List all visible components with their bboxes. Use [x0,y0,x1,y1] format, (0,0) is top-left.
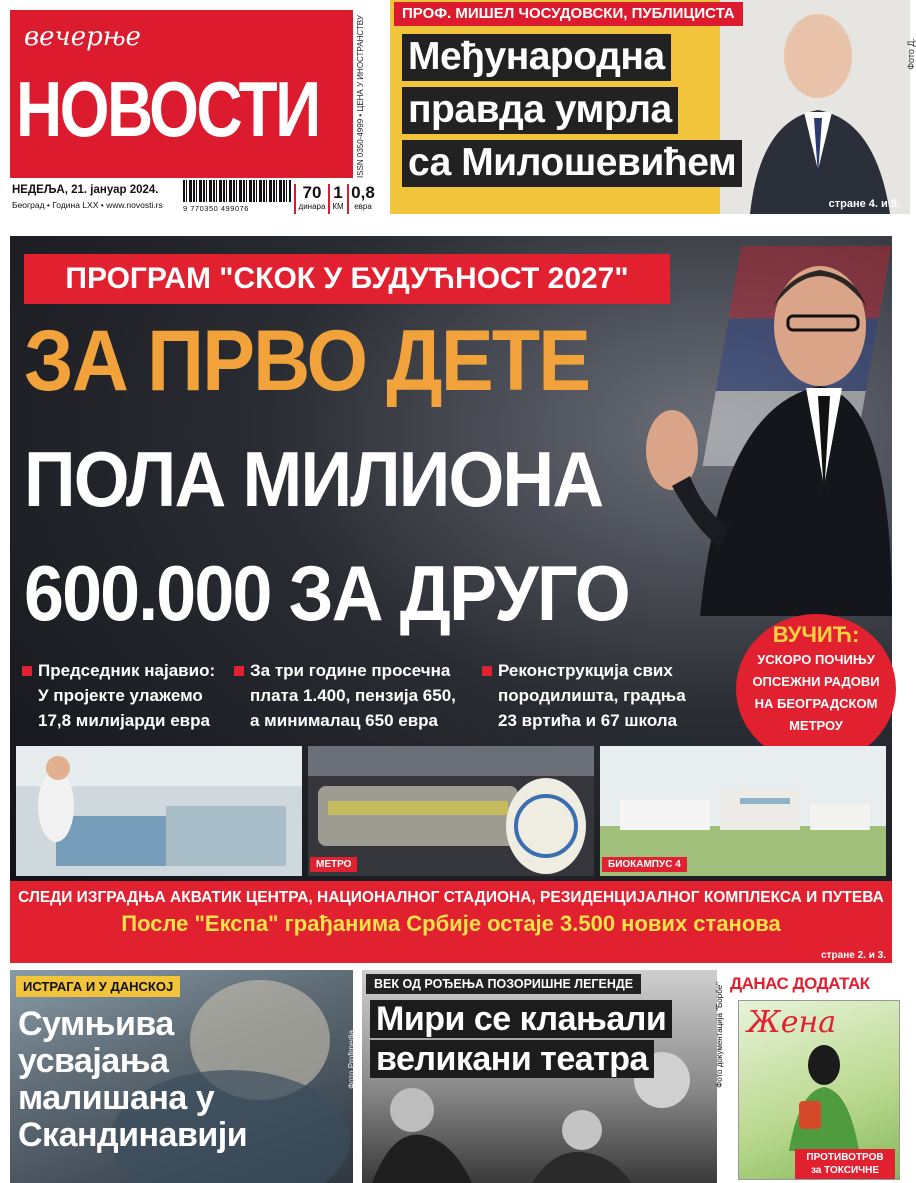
supplement-kicker: ДАНАС ДОДАТАК [730,974,870,993]
story-kicker: ВЕК ОД РОЂЕЊА ПОЗОРИШНЕ ЛЕГЕНДЕ [366,974,641,994]
bullet-item: Председник најавио: У пројекте улажемо 17,8 милијарди евра [38,658,215,733]
thumb-caption: БИОКАМПУС 4 [602,857,687,872]
top-promo[interactable] [390,0,916,214]
magazine-tag: ПРОТИВОТРОВ за ТОКСИЧНЕ [795,1149,895,1179]
magazine-title: Жена [747,1005,837,1040]
bullet-square [22,666,32,676]
promo-kicker: ПРОФ. МИШЕЛ ЧОСУДОВСКИ, ПУБЛИЦИСТА [394,2,743,26]
masthead-pretitle: вечерње [24,22,141,52]
bullet-square [482,666,492,676]
main-story[interactable] [10,236,892,881]
program-banner: ПРОГРАМ "СКОК У БУДУЋНОСТ 2027" [24,254,670,304]
price-rsd: 70 динара [298,183,326,211]
portrait-photo [720,0,910,214]
story-kicker: ИСТРАГА И У ДАНСКОЈ [16,976,180,997]
masthead-logo[interactable] [10,10,353,178]
main-headline-2: ПОЛА МИЛИОНА [24,435,603,523]
masthead-title: НОВОСТИ [16,65,319,153]
bullet-item: Реконструкција свих породилишта, градња 23 вртића и 67 школа [498,658,686,733]
story-headline: Сумњива усвајања малишана у Скандинавији [18,1005,248,1154]
magazine-cover [738,1000,900,1180]
quote-circle[interactable] [736,614,896,764]
quote-line: УСКОРО ПОЧИЊУ [757,652,875,667]
thumb-metro[interactable] [308,746,594,876]
quote-line: ОПСЕЖНИ РАДОВИ [752,674,880,689]
barcode-number: 9 770350 499076 [183,204,249,213]
issue-date: НЕДЕЉА, 21. јануар 2024. [12,184,159,196]
thumb-biocampus[interactable] [600,746,886,876]
red-band[interactable] [10,881,892,963]
vertical-info: ISSN 0350-4999 • ЦЕНА У ИНОСТРАНСТВУ [356,15,365,178]
band-line-1: СЛЕДИ ИЗГРАДЊА АКВАТИК ЦЕНТРА, НАЦИОНАЛНОГ СТАДИОНА, РЕЗИДЕНЦИЈАЛНОГ КОМПЛЕКСА И ПУТЕВА [18,889,884,906]
promo-pages: стране 4. и 5. [828,198,900,210]
promo-headline-line-1: Међународна [402,34,671,81]
supplement-promo[interactable] [726,970,910,1183]
story-adoption[interactable] [10,970,356,1183]
price-divider [328,184,330,214]
bullet-item: За три године просечна плата 1.400, пензија 650, а минималац 650 евра [250,658,456,733]
price-divider [347,184,349,214]
maternity-photo [16,746,302,876]
bullet-square [234,666,244,676]
story-theatre[interactable] [362,970,724,1183]
quote-name: ВУЧИЋ: [772,622,860,647]
promo-headline-line-2: правда умрла [402,87,678,134]
barcode [183,180,291,214]
price-km: 1 КМ [332,183,344,211]
promo-headline-line-3: са Милошевићем [402,140,742,187]
band-pages: стране 2. и 3. [821,950,886,961]
photo-credit: Фото Д. [906,38,916,70]
cover-model [779,1041,869,1151]
main-headline-3: 600.000 ЗА ДРУГО [24,549,629,637]
quote-line: НА БЕОГРАДСКОМ [754,696,878,711]
thumb-maternity[interactable] [16,746,302,876]
price-eur: 0,8 евра [351,183,375,211]
story-headline: Мири се клањали великани театра [370,1000,672,1080]
band-line-2: После "Експа" грађанима Србије остаје 3.500 нових станова [121,911,781,936]
photo-credit: Фото Profimedia [347,1030,356,1089]
barcode-bars [183,180,291,202]
main-headline-1: ЗА ПРВО ДЕТЕ [24,313,590,409]
thumb-caption: МЕТРО [310,857,357,872]
photo-credit: Фото документација "Борбе" [715,982,724,1088]
quote-line: МЕТРОУ [789,718,843,733]
issue-place-year: Београд • Година LXX • www.novosti.rs [12,200,163,210]
price-divider [294,184,296,214]
